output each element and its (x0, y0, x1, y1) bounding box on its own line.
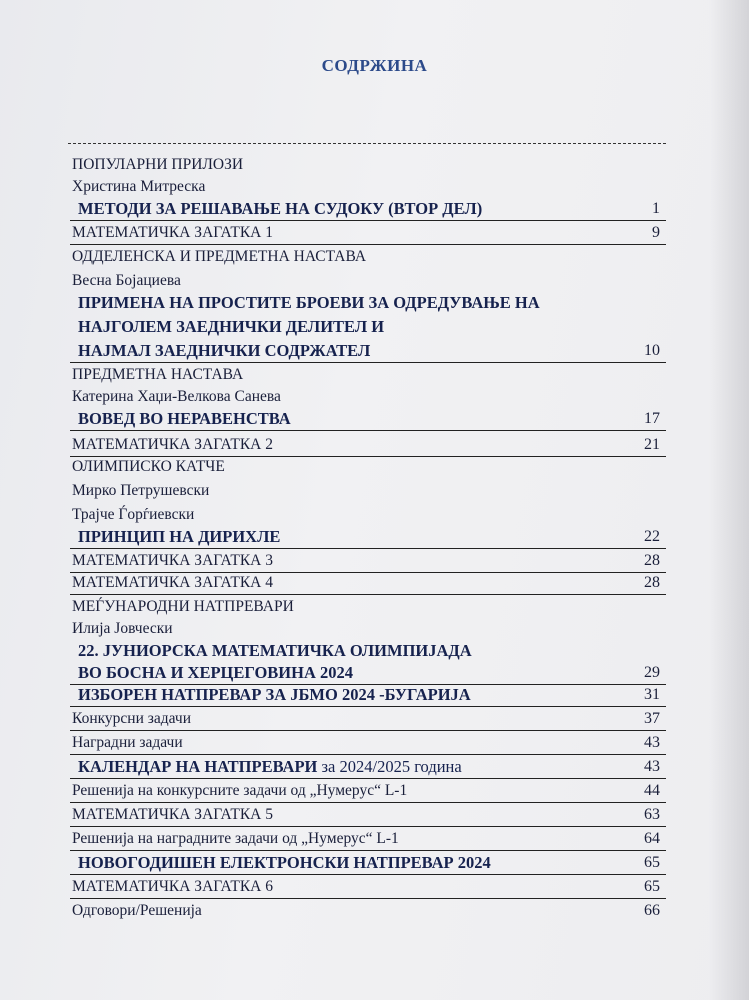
toc-article-title: 22. ЈУНИОРСКА МАТЕМАТИЧКА ОЛИМПИЈАДА (78, 641, 472, 660)
toc-page-number: 37 (644, 710, 660, 727)
toc-author: Весна Бојациева (72, 272, 181, 289)
toc-page-number: 28 (644, 552, 660, 569)
toc-article-title: ПРИНЦИП НА ДИРИХЛЕ (78, 527, 281, 546)
toc-article-title: ИЗБОРЕН НАТПРЕВАР ЗА ЈБМО 2024 -БУГАРИЈА (78, 685, 471, 704)
toc-page-number: 22 (644, 528, 660, 545)
toc-row-rule (70, 730, 666, 731)
toc-page-number: 63 (644, 806, 660, 823)
toc-title-suffix: за 2024/2025 година (317, 757, 462, 776)
toc-author: Мирко Петрушевски (72, 482, 210, 499)
toc-author: Одговори/Решенија (72, 902, 202, 919)
toc-page-number: 21 (644, 436, 660, 453)
toc-page-number: 43 (644, 734, 660, 751)
toc-page-number: 10 (644, 342, 660, 359)
toc-section-heading: МАТЕМАТИЧКА ЗАГАТКА 6 (72, 878, 273, 895)
toc-page-number: 64 (644, 830, 660, 847)
toc-page-number: 17 (644, 410, 660, 427)
page-title: СОДРЖИНА (321, 56, 428, 75)
toc-page-number: 66 (644, 902, 660, 919)
toc-row-rule (70, 754, 666, 755)
toc-section-heading: ПОПУЛАРНИ ПРИЛОЗИ (72, 156, 244, 173)
toc-row-rule (70, 594, 666, 595)
toc-article-title: ВОВЕД ВО НЕРАВЕНСТВА (78, 409, 291, 428)
toc-section-heading: МАТЕМАТИЧКА ЗАГАТКА 5 (72, 806, 273, 823)
toc-page-number: 29 (644, 664, 660, 681)
toc-page-number: 1 (652, 200, 660, 217)
toc-row-rule (70, 362, 666, 363)
toc-article-title: ПРИМЕНА НА ПРОСТИТЕ БРОЕВИ ЗА ОДРЕДУВАЊЕ НА (78, 293, 540, 312)
toc-section-heading: ОЛИМПИСКО КАТЧЕ (72, 458, 225, 475)
toc-row-rule (70, 874, 666, 875)
toc-author: Решенија на конкурсните задачи од „Нумерус“ L-1 (72, 782, 408, 799)
toc-section-heading: МАТЕМАТИЧКА ЗАГАТКА 3 (72, 552, 273, 569)
toc-section-heading: ПРЕДМЕТНА НАСТАВА (72, 366, 244, 383)
toc-author: Илија Јовчески (72, 620, 173, 637)
toc-section-heading: ОДДЕЛЕНСКА И ПРЕДМЕТНА НАСТАВА (72, 248, 367, 265)
toc-author: Катерина Хаџи-Велкова Санева (72, 388, 281, 405)
toc-row-rule (70, 244, 666, 245)
toc-article-title: МЕТОДИ ЗА РЕШАВАЊЕ НА СУДОКУ (ВТОР ДЕЛ) (78, 199, 483, 218)
toc-row-rule (70, 548, 666, 549)
toc-section-heading: МЕЃУНАРОДНИ НАТПРЕВАРИ (72, 598, 294, 615)
page-edge-shadow (709, 0, 749, 1000)
toc-author: Конкурсни задачи (72, 710, 192, 727)
toc-row-rule (70, 778, 666, 779)
toc-row-rule (70, 430, 666, 431)
toc-article-title: НАЈМАЛ ЗАЕДНИЧКИ СОДРЖАТЕЛ (78, 341, 371, 360)
toc-section-heading: МАТЕМАТИЧКА ЗАГАТКА 4 (72, 574, 273, 591)
table-of-contents (68, 143, 666, 919)
toc-section-heading: МАТЕМАТИЧКА ЗАГАТКА 1 (72, 224, 273, 241)
toc-author: Трајче Ѓорѓиевски (72, 506, 195, 523)
toc-row-rule (70, 220, 666, 221)
toc-row-rule (70, 826, 666, 827)
toc-row-rule (70, 802, 666, 803)
toc-author: Христина Митреска (72, 178, 206, 195)
toc-article-title: НАЈГОЛЕМ ЗАЕДНИЧКИ ДЕЛИТЕЛ И (78, 317, 385, 336)
toc-row-rule (70, 898, 666, 899)
toc-article-title: НОВОГОДИШЕН ЕЛЕКТРОНСКИ НАТПРЕВАР 2024 (78, 853, 491, 872)
toc-section-heading: МАТЕМАТИЧКА ЗАГАТКА 2 (72, 436, 273, 453)
toc-row-rule (70, 706, 666, 707)
toc-article-title: ВО БОСНА И ХЕРЦЕГОВИНА 2024 (78, 663, 354, 682)
toc-page-number: 31 (644, 686, 660, 703)
toc-author: Наградни задачи (72, 734, 183, 751)
toc-row-rule (70, 850, 666, 851)
toc-page-number: 28 (644, 574, 660, 591)
toc-page-number: 65 (644, 854, 660, 871)
toc-author: Решенија на наградните задачи од „Нумерус“ L-1 (72, 830, 399, 847)
toc-page-number: 65 (644, 878, 660, 895)
toc-page-number: 43 (644, 758, 660, 775)
toc-page-number: 9 (652, 224, 660, 241)
toc-article-title: КАЛЕНДАР НА НАТПРЕВАРИ за 2024/2025 година (78, 757, 462, 776)
toc-page-number: 44 (644, 782, 660, 799)
